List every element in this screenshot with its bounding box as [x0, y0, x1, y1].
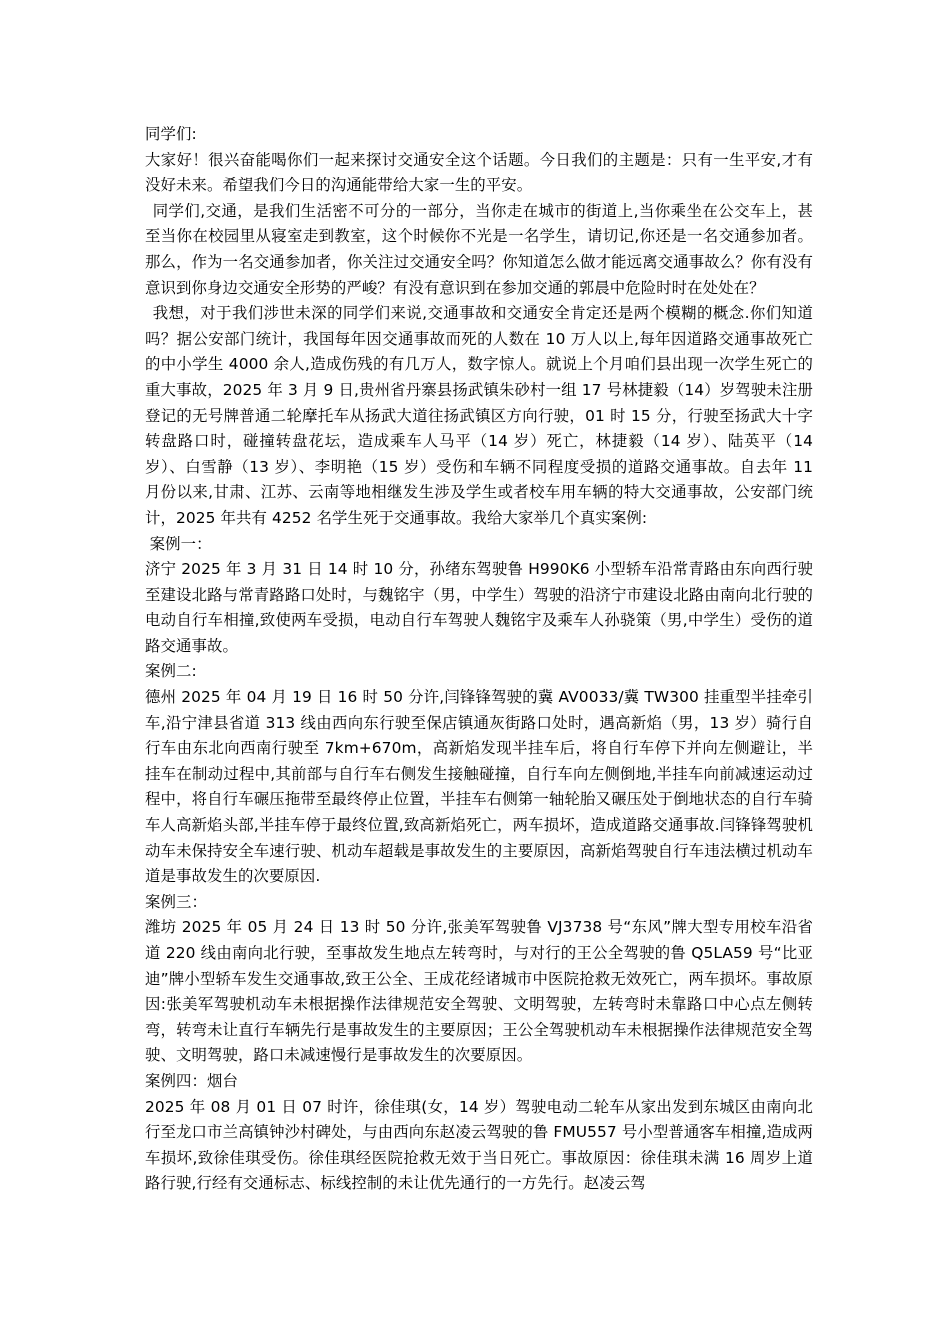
case-one-heading: 案例一：: [149, 534, 212, 553]
case-four-heading: 案例四：烟台: [145, 1071, 238, 1090]
statistics-paragraph: 我想，对于我们涉世未深的同学们来说,交通事故和交通安全肯定还是两个模糊的概念.你们知道吗？据公安部门统计，我国每年因交通事故而死的人数在 10 万人以上,每年因道路交通事故死亡的中小学生 4000 余人,造成伤残的有几万人，数字惊人。就说上个月咱们县出现一次学生死亡的重大事故，2025 年 3 月 9 日,贵州省丹寨县扬武镇朱砂村一组 17 号林捷毅（14）岁驾驶未注册登记的无号牌普通二轮摩托车从扬武大道往扬武镇区方向行驶，01 时 15 分，行驶至扬武大十字转盘路口时，碰撞转盘花坛，造成乘车人马平（14 岁）死亡，林捷毅（14 岁）、陆英平（14 岁）、白雪静（13 岁）、李明艳（15 岁）受伤和车辆不同程度受损的道路交通事故。自去年 11 月份以来,甘肃、江苏、云南等地相继发生涉及学生或者校车用车辆的特大交通事故，公安部门统计，2025 年共有 4252 名学生死于交通事故。我给大家举几个真实案例:: [145, 304, 813, 527]
opening-paragraph: 大家好！很兴奋能喝你们一起来探讨交通安全这个话题。今日我们的主题是：只有一生平安,才有没好未来。希望我们今日的沟通能带给大家一生的平安。: [145, 150, 813, 195]
document-body: [145, 122, 813, 1197]
case-three-text: 潍坊 2025 年 05 月 24 日 13 时 50 分许,张美军驾驶鲁 VJ3738 号“东风”牌大型专用校车沿省道 220 线由南向北行驶，至事故发生地点左转弯时，与对行的王公全驾驶的鲁 Q5LA59 号“比亚迪”牌小型轿车发生交通事故,致王公全、王成花经诸城市中医院抢救无效死亡，两车损坏。事故原因:张美军驾驶机动车未根据操作法律规范安全驾驶、文明驾驶，左转弯时未靠路口中心点左侧转弯，转弯未让直行车辆先行是事故发生的主要原因；王公全驾驶机动车未根据操作法律规范安全驾驶、文明驾驶，路口未减速慢行是事故发生的次要原因。: [145, 918, 813, 1065]
greeting-line: 同学们:: [145, 125, 197, 143]
case-two-heading: 案例二:: [145, 662, 197, 681]
case-four-text: 2025 年 08 月 01 日 07 时许，徐佳琪(女，14 岁）驾驶电动二轮车从家出发到东城区由南向北行至龙口市兰高镇钟沙村碑处，与由西向东赵凌云驾驶的鲁 FMU557 号小型普通客车相撞,造成两车损坏,致徐佳琪受伤。徐佳琪经医院抢救无效于当日死亡。事故原因：徐佳琪未满 16 周岁上道路行驶,行经有交通标志、标线控制的未让优先通行的一方先行。赵凌云驾: [145, 1097, 813, 1193]
case-three-heading: 案例三：: [145, 892, 207, 911]
case-one-text: 济宁 2025 年 3 月 31 日 14 时 10 分，孙绪东驾驶鲁 H990K6 小型轿车沿常青路由东向西行驶至建设北路与常青路路口处时，与魏铭宇（男，中学生）驾驶的沿济宁市建设北路由南向北行驶的电动自行车相撞,致使两车受损，电动自行车驾驶人魏铭宇及乘车人孙骁策（男,中学生）受伤的道路交通事故。: [145, 560, 813, 655]
traffic-participant-paragraph: 同学们,交通，是我们生活密不可分的一部分，当你走在城市的街道上,当你乘坐在公交车上，甚至当你在校园里从寝室走到教室，这个时候你不光是一名学生，请切记,你还是一名交通参加者。那么，作为一名交通参加者，你关注过交通安全吗？你知道怎么做才能远离交通事故么？你有没有意识到你身边交通安全形势的严峻？有没有意识到在参加交通的郭晨中危险时时在处处在？: [145, 201, 813, 297]
case-two-text: 德州 2025 年 04 月 19 日 16 时 50 分许,闫锋锋驾驶的冀 AV0033/冀 TW300 挂重型半挂牵引车,沿宁津县省道 313 线由西向东行驶至保店镇通灰街路口处时，遇高新焰（男，13 岁）骑行自行车由东北向西南行驶至 7km+670m，高新焰发现半挂车后，将自行车停下并向左侧避让，半挂车在制动过程中,其前部与自行车右侧发生接触碰撞，自行车向左侧倒地,半挂车向前减速运动过程中，将自行车碾压拖带至最终停止位置，半挂车右侧第一轴轮胎又碾压处于倒地状态的自行车骑车人高新焰头部,半挂车停于最终位置,致高新焰死亡，两车损坏，造成道路交通事故.闫锋锋驾驶机动车未保持安全车速行驶、机动车超载是事故发生的主要原因，高新焰驾驶自行车违法横过机动车道是事故发生的次要原因.: [145, 688, 813, 886]
